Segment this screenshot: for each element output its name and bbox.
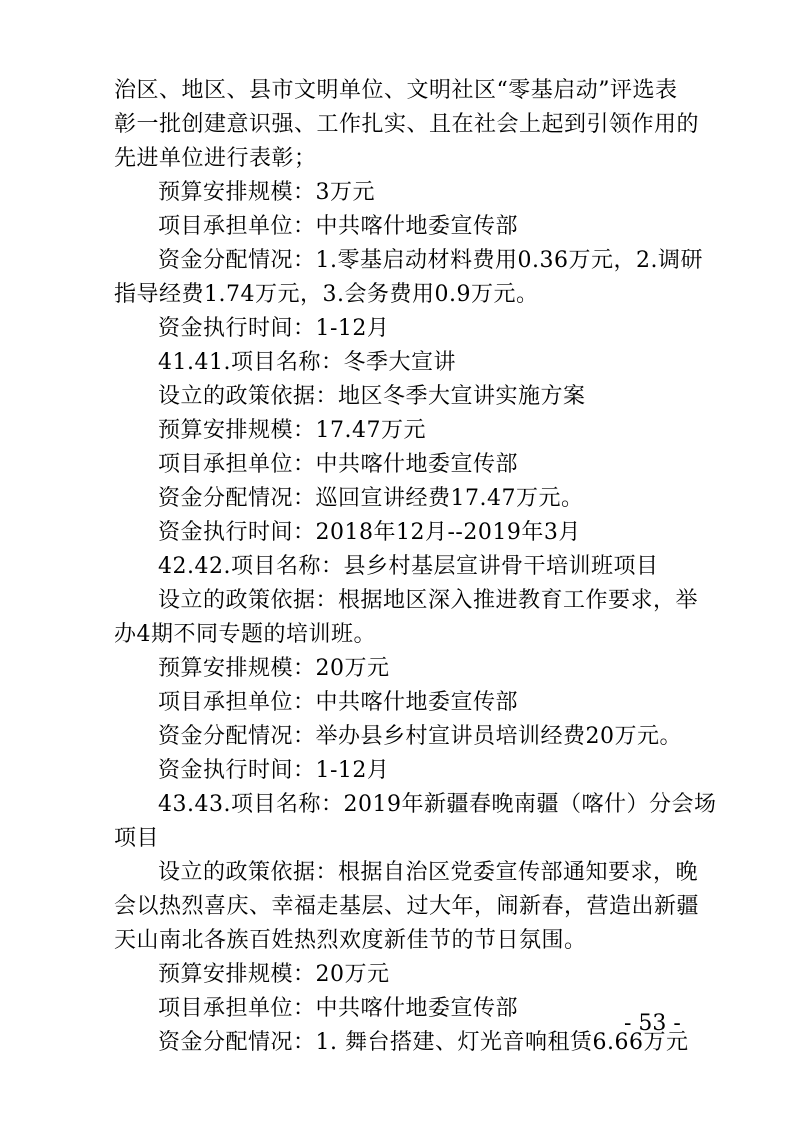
text-line: 资金执行时间：1-12月 xyxy=(158,316,390,341)
text-line: 项目 xyxy=(114,826,160,851)
text-line: 项目承担单位：中共喀什地委宣传部 xyxy=(158,214,519,239)
item-heading: 42.42.项目名称：县乡村基层宣讲骨干培训班项目 xyxy=(158,554,659,579)
text-line: 预算安排规模：20万元 xyxy=(158,962,390,987)
text-line: 预算安排规模：3万元 xyxy=(158,180,375,205)
text-line: 彰一批创建意识强、工作扎实、且在社会上起到引领作用的 xyxy=(114,112,700,137)
text-line: 治区、地区、县市文明单位、文明社区“零基启动”评选表 xyxy=(114,78,678,103)
text-line: 资金分配情况：1. 舞台搭建、灯光音响租赁6.66万元 xyxy=(158,1030,689,1055)
text-line: 先进单位进行表彰； xyxy=(114,146,317,171)
text-line: 项目承担单位：中共喀什地委宣传部 xyxy=(158,996,519,1021)
text-line: 设立的政策依据：根据地区深入推进教育工作要求，举 xyxy=(158,588,699,613)
text-line: 预算安排规模：17.47万元 xyxy=(158,418,426,443)
text-line: 项目承担单位：中共喀什地委宣传部 xyxy=(158,690,519,715)
text-line: 资金分配情况：举办县乡村宣讲员培训经费20万元。 xyxy=(158,724,682,749)
item-heading: 43.43.项目名称：2019年新疆春晚南疆（喀什）分会场 xyxy=(158,792,717,817)
page-number: - 53 - xyxy=(624,1011,681,1036)
text-line: 办4期不同专题的培训班。 xyxy=(114,622,376,647)
text-line: 资金执行时间：1-12月 xyxy=(158,758,390,783)
text-line: 资金分配情况：巡回宣讲经费17.47万元。 xyxy=(158,486,584,511)
text-line: 资金分配情况：1.零基启动材料费用0.36万元，2.调研 xyxy=(158,248,703,273)
item-heading: 41.41.项目名称：冬季大宣讲 xyxy=(158,350,456,375)
text-line: 指导经费1.74万元，3.会务费用0.9万元。 xyxy=(114,282,539,307)
text-line: 天山南北各族百姓热烈欢度新佳节的节日氛围。 xyxy=(114,928,587,953)
text-line: 预算安排规模：20万元 xyxy=(158,656,390,681)
text-line: 会以热烈喜庆、幸福走基层、过大年，闹新春，营造出新疆 xyxy=(114,894,700,919)
text-line: 项目承担单位：中共喀什地委宣传部 xyxy=(158,452,519,477)
text-line: 设立的政策依据：地区冬季大宣讲实施方案 xyxy=(158,384,586,409)
text-line: 设立的政策依据：根据自治区党委宣传部通知要求，晚 xyxy=(158,860,699,885)
text-line: 资金执行时间：2018年12月--2019年3月 xyxy=(158,520,581,545)
